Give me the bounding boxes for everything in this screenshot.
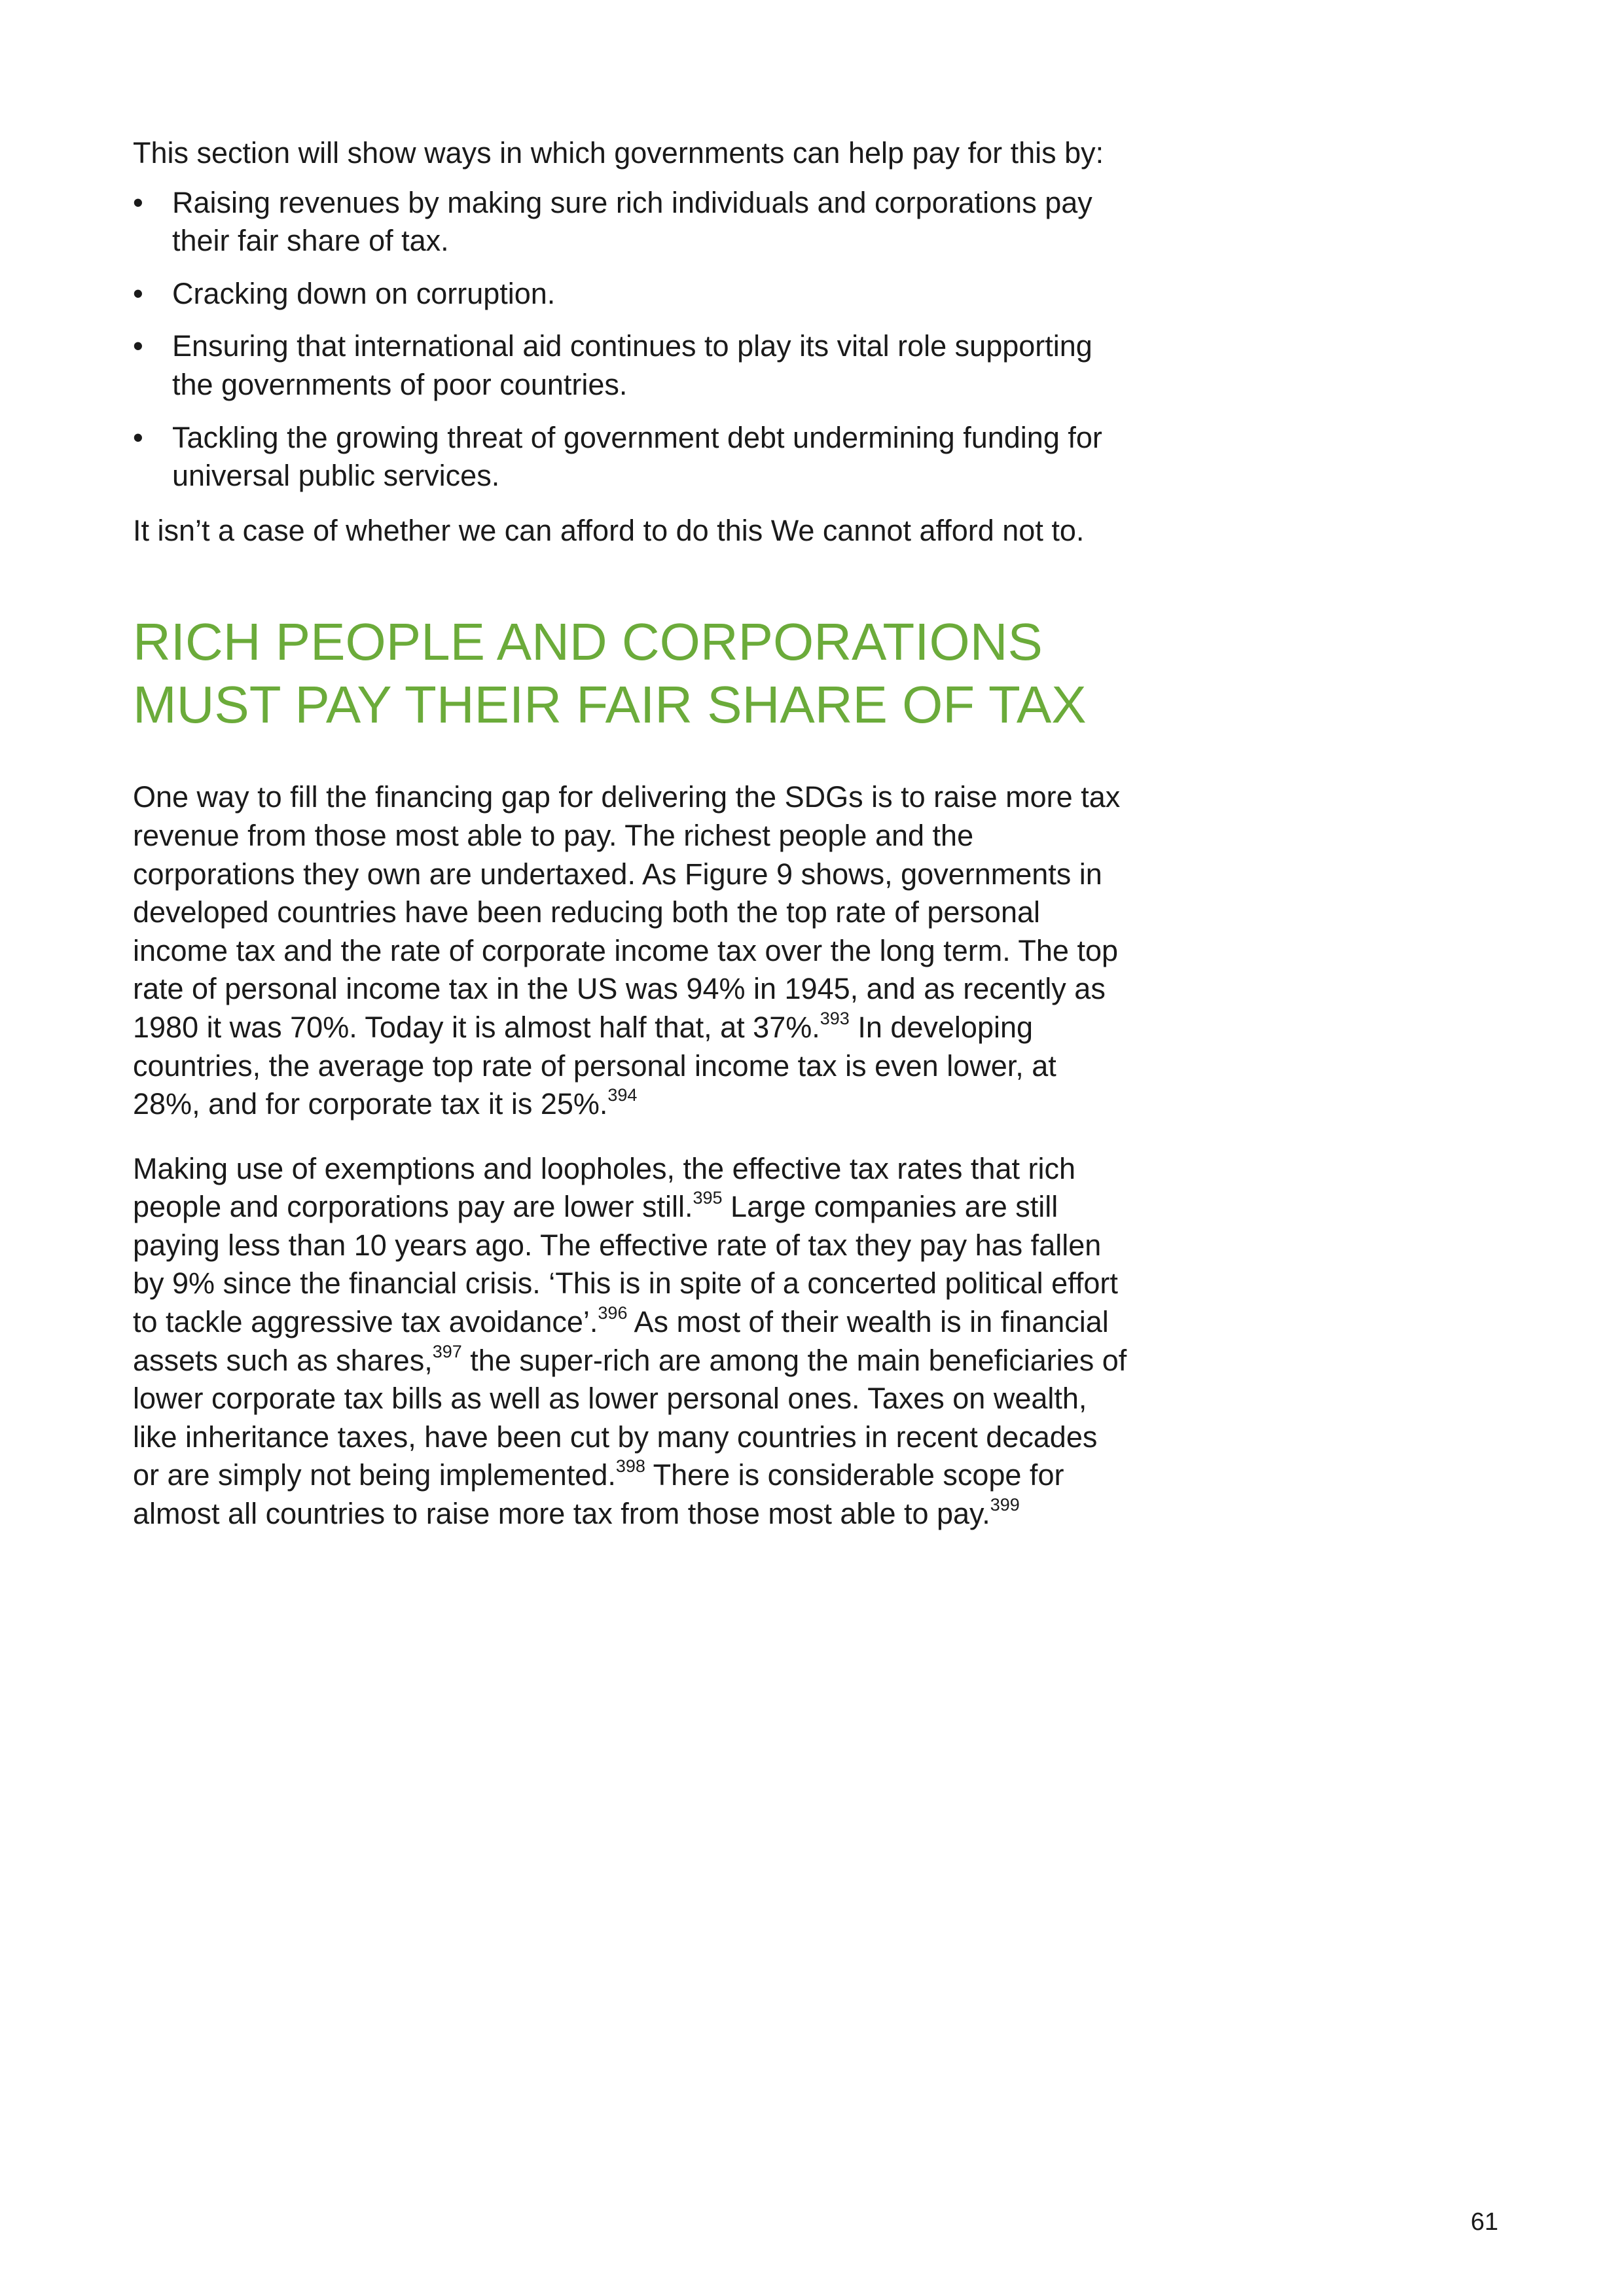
footnote-ref-394: 394 [607, 1085, 638, 1105]
body-paragraph-2 [133, 1150, 1128, 1534]
footnote-ref-398: 398 [615, 1456, 645, 1477]
para2-text-2: Large companies are still paying less than 10 years ago. The effective rate of tax they pay has fallen by 9% since the financial crisis. ‘This is in spite of a concerted political effort to tackle aggressive tax avoidance’. [133, 1190, 1118, 1339]
bullet-dot-icon: • [133, 420, 143, 454]
para2-text-1: Making use of exemptions and loopholes, the effective tax rates that rich people and corporations pay are lower still. [133, 1151, 1075, 1224]
bullet-text: Ensuring that international aid continues to play its vital role supporting the governments of poor countries. [172, 329, 1092, 401]
bullet-dot-icon: • [133, 276, 143, 310]
para1-text-2: In developing countries, the average top rate of personal income tax is even lower, at 28%, and for corporate tax it is 25%. [133, 1010, 1056, 1121]
bullet-item [133, 327, 1128, 404]
section-heading: RICH PEOPLE AND CORPORATIONS MUST PAY THEIR FAIR SHARE OF TAX [133, 613, 1087, 734]
para2-text-4: the super-rich are among the main beneficiaries of lower corporate tax bills as well as lower personal ones. Taxes on wealth, like inheritance taxes, have been cut by many countries in recent decades or are simply not being implemented. [133, 1343, 1127, 1492]
bullet-text: Raising revenues by making sure rich individuals and corporations pay their fair share of tax. [172, 185, 1092, 258]
para2-text-5: There is considerable scope for almost all countries to raise more tax from those most able to pay. [133, 1458, 1064, 1531]
bullet-dot-icon: • [133, 185, 143, 219]
para2-text-3: As most of their wealth is in financial assets such as shares, [133, 1305, 1109, 1377]
bullet-item [133, 184, 1128, 260]
bullet-list [133, 184, 1128, 495]
footnote-ref-393: 393 [820, 1008, 850, 1028]
intro-paragraph: This section will show ways in which governments can help pay for this by: [133, 136, 1104, 170]
bullet-text: Tackling the growing threat of government debt undermining funding for universal public services. [172, 420, 1102, 493]
bullet-text: Cracking down on corruption. [172, 276, 556, 310]
footnote-ref-395: 395 [693, 1188, 723, 1208]
bullet-dot-icon: • [133, 329, 143, 363]
para1-text-1: One way to fill the financing gap for delivering the SDGs is to raise more tax revenue from those most able to pay. The richest people and the corporations they own are undertaxed. As Figure 9 shows, governments in developed countries have been reducing both the top rate of personal income tax and the rate of corporate income tax over the long term. The top rate of personal income tax in the US was 94% in 1945, and as recently as 1980 it was 70%. Today it is almost half that, at 37%. [133, 780, 1121, 1044]
closing-paragraph: It isn’t a case of whether we can afford to do this We cannot afford not to. [133, 513, 1085, 547]
footnote-ref-399: 399 [990, 1495, 1020, 1515]
body-paragraph-1 [133, 778, 1128, 1123]
footnote-ref-396: 396 [598, 1303, 628, 1323]
page-content [133, 134, 1128, 1534]
footnote-ref-397: 397 [432, 1341, 462, 1361]
bullet-item [133, 419, 1128, 495]
bullet-item [133, 275, 1128, 314]
page-number: 61 [1470, 2208, 1498, 2236]
